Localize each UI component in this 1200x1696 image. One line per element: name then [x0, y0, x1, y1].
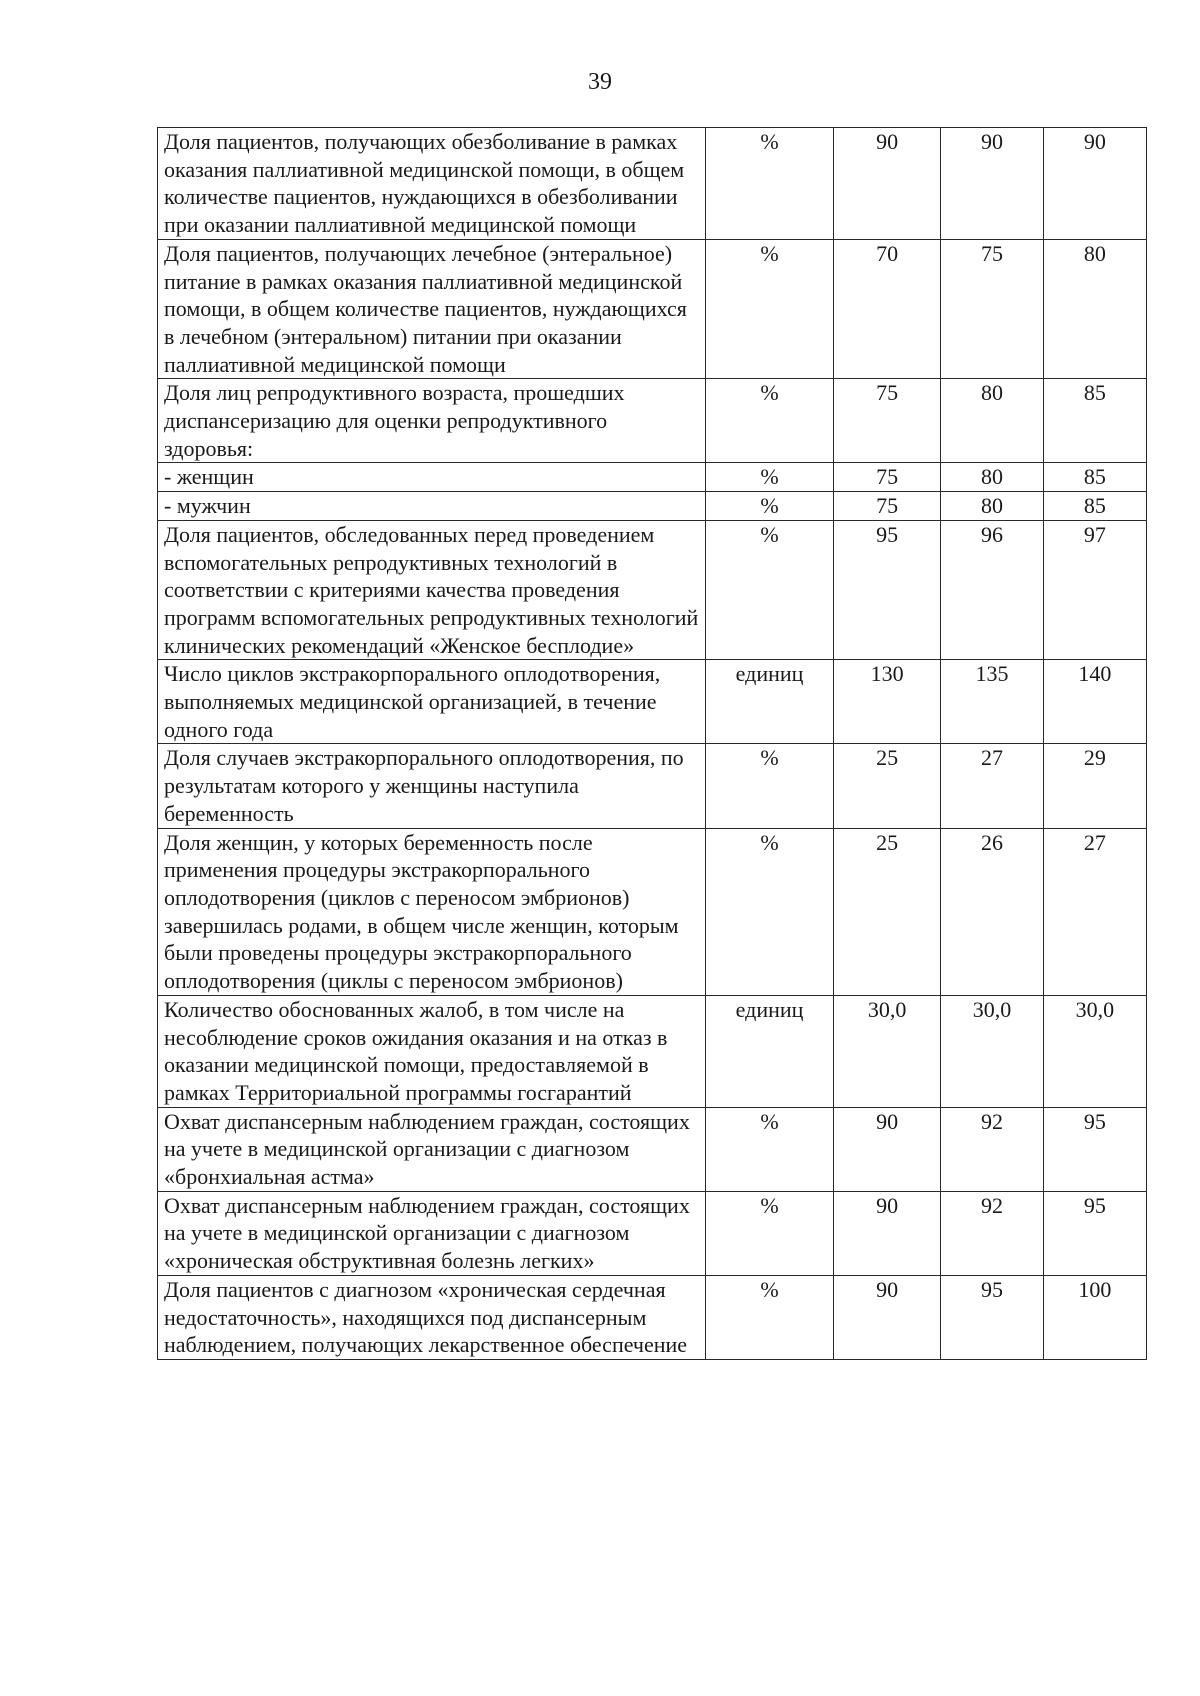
value-cell-year-1: 70: [833, 239, 940, 379]
table-row: [158, 828, 1147, 995]
value-cell-year-3: 85: [1043, 463, 1146, 492]
value-cell-year-2: 95: [941, 1275, 1043, 1359]
value-cell-year-1: 30,0: [833, 995, 940, 1107]
table-row: [158, 744, 1147, 828]
value-cell-year-3: 27: [1043, 828, 1146, 995]
indicator-name-cell: Число циклов экстракорпорального оплодотворения, выполняемых медицинской организацией, в течение одного года: [158, 660, 706, 744]
value-cell-year-3: 90: [1043, 128, 1146, 240]
unit-cell: %: [706, 128, 834, 240]
indicator-name-cell: Доля пациентов, получающих обезболивание в рамках оказания паллиативной медицинской помощи, в общем количестве пациентов, нуждающихся в обезболивании при оказании паллиативной медицинской помощи: [158, 128, 706, 240]
unit-cell: %: [706, 828, 834, 995]
table-row: [158, 239, 1147, 379]
unit-cell: %: [706, 1107, 834, 1191]
value-cell-year-1: 25: [833, 828, 940, 995]
indicator-name-cell: Доля лиц репродуктивного возраста, прошедших диспансеризацию для оценки репродуктивного здоровья:: [158, 379, 706, 463]
indicator-name-cell: - мужчин: [158, 492, 706, 521]
unit-cell: единиц: [706, 660, 834, 744]
value-cell-year-2: 80: [941, 463, 1043, 492]
value-cell-year-1: 90: [833, 1275, 940, 1359]
unit-cell: единиц: [706, 995, 834, 1107]
unit-cell: %: [706, 520, 834, 660]
indicator-name-cell: Доля случаев экстракорпорального оплодотворения, по результатам которого у женщины наступила беременность: [158, 744, 706, 828]
value-cell-year-2: 92: [941, 1191, 1043, 1275]
table-row: [158, 463, 1147, 492]
value-cell-year-3: 29: [1043, 744, 1146, 828]
value-cell-year-1: 75: [833, 379, 940, 463]
table-row: [158, 660, 1147, 744]
value-cell-year-2: 90: [941, 128, 1043, 240]
table-row: [158, 1191, 1147, 1275]
value-cell-year-2: 26: [941, 828, 1043, 995]
indicators-table: [157, 127, 1147, 1360]
value-cell-year-2: 135: [941, 660, 1043, 744]
indicators-table-body: [158, 128, 1147, 1360]
page-number: 39: [588, 69, 612, 95]
value-cell-year-1: 25: [833, 744, 940, 828]
value-cell-year-2: 80: [941, 379, 1043, 463]
value-cell-year-3: 30,0: [1043, 995, 1146, 1107]
value-cell-year-3: 140: [1043, 660, 1146, 744]
indicator-name-cell: Количество обоснованных жалоб, в том числе на несоблюдение сроков ожидания оказания и на отказ в оказании медицинской помощи, предоставляемой в рамках Территориальной программы госгарантий: [158, 995, 706, 1107]
value-cell-year-3: 80: [1043, 239, 1146, 379]
table-row: [158, 520, 1147, 660]
unit-cell: %: [706, 744, 834, 828]
unit-cell: %: [706, 239, 834, 379]
table-row: [158, 1107, 1147, 1191]
table-row: [158, 128, 1147, 240]
table-row: [158, 492, 1147, 521]
value-cell-year-1: 130: [833, 660, 940, 744]
indicator-name-cell: Доля пациентов с диагнозом «хроническая сердечная недостаточность», находящихся под диспансерным наблюдением, получающих лекарственное обеспечение: [158, 1275, 706, 1359]
unit-cell: %: [706, 1191, 834, 1275]
value-cell-year-2: 75: [941, 239, 1043, 379]
table-row: [158, 379, 1147, 463]
value-cell-year-2: 92: [941, 1107, 1043, 1191]
unit-cell: %: [706, 379, 834, 463]
value-cell-year-2: 27: [941, 744, 1043, 828]
unit-cell: %: [706, 492, 834, 521]
table-row: [158, 1275, 1147, 1359]
value-cell-year-2: 80: [941, 492, 1043, 521]
indicator-name-cell: Охват диспансерным наблюдением граждан, состоящих на учете в медицинской организации с диагнозом «бронхиальная астма»: [158, 1107, 706, 1191]
value-cell-year-1: 75: [833, 463, 940, 492]
indicator-name-cell: Доля пациентов, получающих лечебное (энтеральное) питание в рамках оказания паллиативной медицинской помощи, в общем количестве пациентов, нуждающихся в лечебном (энтеральном) питании при оказании паллиативной медицинской помощи: [158, 239, 706, 379]
value-cell-year-1: 75: [833, 492, 940, 521]
unit-cell: %: [706, 1275, 834, 1359]
value-cell-year-3: 95: [1043, 1107, 1146, 1191]
value-cell-year-1: 90: [833, 1107, 940, 1191]
value-cell-year-3: 85: [1043, 492, 1146, 521]
value-cell-year-3: 97: [1043, 520, 1146, 660]
indicator-name-cell: Доля женщин, у которых беременность после применения процедуры экстракорпорального оплодотворения (циклов с переносом эмбрионов) завершилась родами, в общем числе женщин, которым были проведены процедуры экстракорпорального оплодотворения (циклы с переносом эмбрионов): [158, 828, 706, 995]
value-cell-year-2: 30,0: [941, 995, 1043, 1107]
indicator-name-cell: Охват диспансерным наблюдением граждан, состоящих на учете в медицинской организации с диагнозом «хроническая обструктивная болезнь легких»: [158, 1191, 706, 1275]
indicator-name-cell: Доля пациентов, обследованных перед проведением вспомогательных репродуктивных технологий в соответствии с критериями качества проведения программ вспомогательных репродуктивных технологий клинических рекомендаций «Женское бесплодие»: [158, 520, 706, 660]
table-row: [158, 995, 1147, 1107]
indicator-name-cell: - женщин: [158, 463, 706, 492]
unit-cell: %: [706, 463, 834, 492]
value-cell-year-1: 95: [833, 520, 940, 660]
value-cell-year-1: 90: [833, 128, 940, 240]
value-cell-year-2: 96: [941, 520, 1043, 660]
value-cell-year-3: 95: [1043, 1191, 1146, 1275]
value-cell-year-3: 85: [1043, 379, 1146, 463]
value-cell-year-3: 100: [1043, 1275, 1146, 1359]
value-cell-year-1: 90: [833, 1191, 940, 1275]
